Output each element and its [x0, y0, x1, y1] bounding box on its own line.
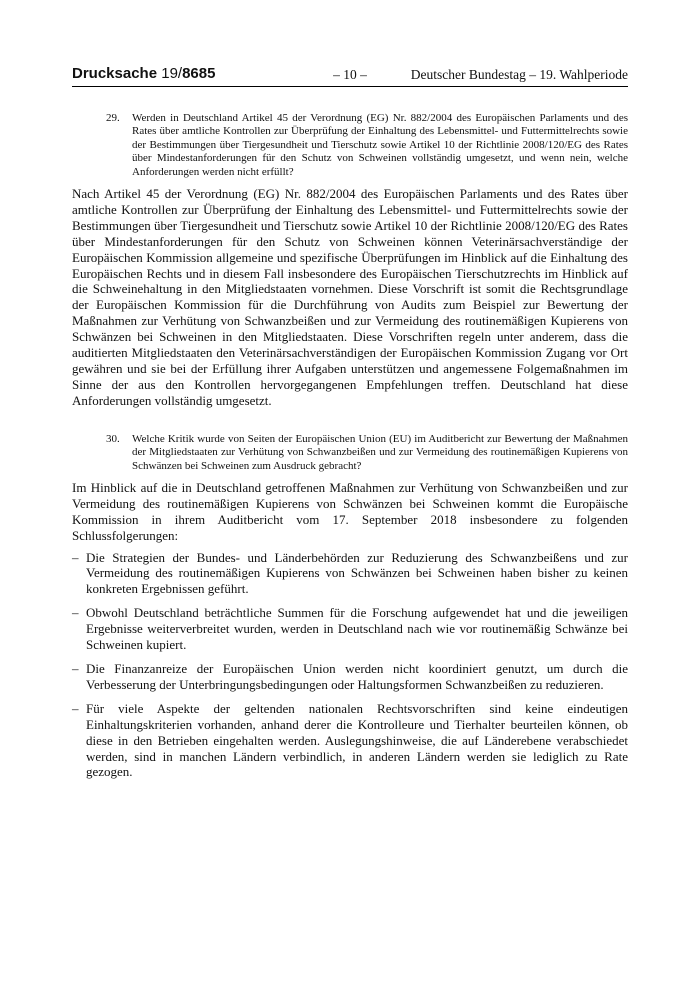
list-item — [72, 661, 628, 693]
question-number: 29. — [106, 112, 120, 124]
list-item-text: Die Strategien der Bundes- und Länderbehörden zur Reduzierung des Schwanzbeißens und zur Vermeidung des routinemäßigen Kupierens von Schwänzen bei Schweinen haben bisher zu keinen konkreten Ergebnissen geführt. — [86, 549, 628, 597]
section-spacer — [72, 409, 628, 433]
question-text: Werden in Deutschland Artikel 45 der Verordnung (EG) Nr. 882/2004 des Europäischen Parlaments und des Rates über amtliche Kontrollen zur Überprüfung der Einhaltung des Lebensmittel- und Futtermittelrechts sowie der Bestimmungen über Tiergesundheit und Tierschutz sowie Artikel 10 der Richtlinie 2008/120/EG des Rates über Mindestanforderungen für den Schutz von Schweinen vollständig umgesetzt, und wenn nein, welche Anforderungen werden nicht erfüllt? — [132, 112, 628, 178]
list-item-text: Die Finanzanreize der Europäischen Union werden nicht koordiniert genutzt, um durch die Verbesserung der Unterbringungsbedingungen oder Haltungsformen Schwanzbeißen zu reduzieren. — [86, 661, 628, 692]
drucksache-number-prefix: 19/ — [161, 65, 183, 82]
dash-marker: – — [72, 700, 79, 716]
list-item-text: Für viele Aspekte der geltenden nationalen Rechtsvorschriften sind keine eindeutigen Einhaltungskriterien vorhanden, anhand derer die Kontrolleure und Tierhalter beurteilen können, ob diese in den Betrieben eingehalten werden. Auslegungshinweise, die auf Länderebene verabschiedet werden, sind in manchen Ländern verbindlich, in anderen Ländern werden sie lediglich zu Rate gezogen. — [86, 700, 628, 780]
page-header — [72, 64, 628, 87]
publisher: Deutscher Bundestag – 19. Wahlperiode — [410, 67, 628, 82]
dash-marker: – — [72, 661, 79, 676]
list-item-text: Obwohl Deutschland beträchtliche Summen für die Forschung aufgewendet hat und die jeweiligen Ergebnisse weiterverbreitet wurden, werden in Deutschland nach wie vor routinemäßig Schwänze bei Schweinen kupiert. — [86, 605, 628, 653]
list-item — [72, 550, 628, 598]
question-text: Welche Kritik wurde von Seiten der Europäischen Union (EU) im Auditbericht zur Bewertung der Maßnahmen der Mitgliedstaaten zur Verhütung von Schwanzbeißen und zur Vermeidung des routinemäßigen Kupierens von Schwänzen bei Schweinen zum Ausdruck gebracht? — [132, 432, 628, 472]
drucksache-number: 8685 — [182, 65, 216, 82]
page-number: – 10 – — [333, 67, 367, 82]
document-body — [72, 112, 628, 788]
drucksache-label: Drucksache — [72, 65, 158, 82]
dash-marker: – — [72, 605, 79, 621]
dash-marker: – — [72, 549, 79, 565]
answer-30: Im Hinblick auf die in Deutschland getroffenen Maßnahmen zur Verhütung von Schwanzbeißen und zur Vermeidung des routinemäßigen Kupierens von Schwänzen bei Schweinen kommt die Europäische Kommission in ihrem Auditbericht vom 17. September 2018 insbesondere zu folgenden Schlussfolgerungen: — [72, 479, 628, 543]
question-number: 30. — [106, 432, 120, 445]
question-30 — [72, 433, 628, 473]
list-item — [72, 701, 628, 781]
question-29 — [72, 112, 628, 179]
answer-29: Nach Artikel 45 der Verordnung (EG) Nr. 882/2004 des Europäischen Parlaments und des Rates über amtliche Kontrollen zur Überprüfung der Einhaltung des Lebensmittel- und Futtermittelrechts sowie der Bestimmungen über Tiergesundheit und Tierschutz sowie Artikel 10 der Richtlinie 2008/120/EG des Rates über Mindestanforderungen für den Schutz von Schweinen können Veterinärsachverständige der Europäischen Kommission allgemeine und spezifische Überprüfungen im Hinblick auf die Einhaltung des Europäischen Rechts und in diesem Fall insbesondere des Europäischen Tierschutzrechts im Hinblick auf die Schweinehaltung in den Mitgliedstaaten vornehmen. Diese Vorschrift ist somit die Rechtsgrundlage der Europäischen Kommission für die Durchführung von Audits zum Beispiel zur Bewertung der Maßnahmen zur Verhütung von Schwanzbeißen und zur Vermeidung des routinemäßigen Kupierens von Schwänzen bei Schweinen in den Mitgliedstaaten. Diese Vorschriften regeln unter anderem, dass die auditierten Mitgliedstaaten den Veterinärsachverständigen der Europäischen Kommission Zugang vor Ort gewähren und sie bei der Erfüllung ihrer Aufgaben unterstützen und angemessene Folgemaßnahmen im Sinne der aus den Kontrollen hervorgegangenen Empfehlungen treffen. Deutschland hat diese Anforderungen vollständig umgesetzt. — [72, 186, 628, 408]
conclusions-list — [72, 550, 628, 781]
list-item — [72, 605, 628, 653]
